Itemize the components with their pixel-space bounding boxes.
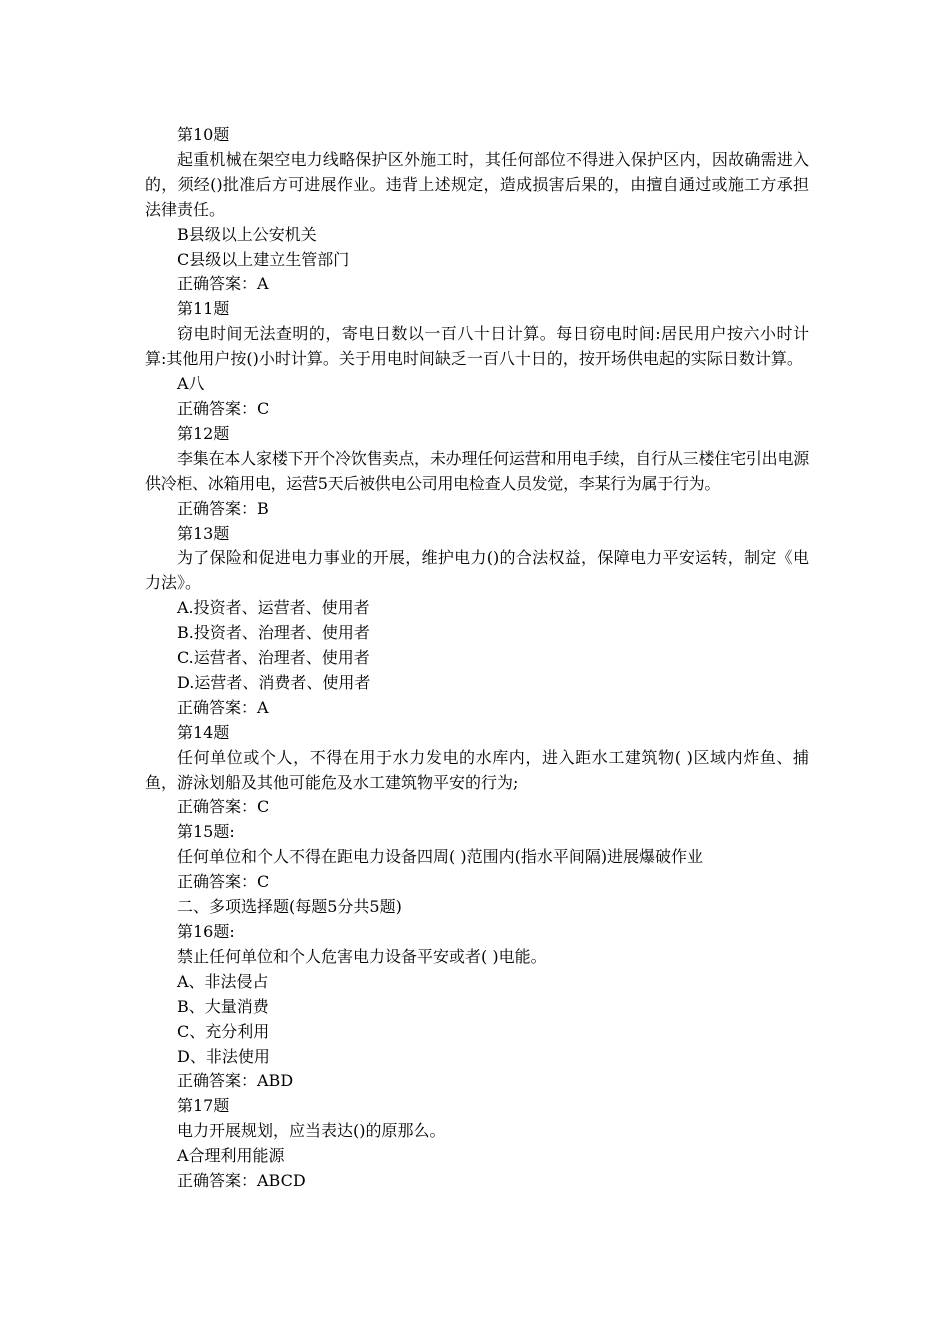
question-12-text: 李集在本人家楼下开个冷饮售卖点，未办理任何运营和用电手续，自行从三楼住宅引出电源供冷柜、冰箱用电，运营5天后被供电公司用电检查人员发觉，李某行为属于行为。 — [145, 448, 809, 493]
question-13-answer: 正确答案：A — [177, 697, 269, 717]
question-15-answer: 正确答案：C — [177, 872, 270, 892]
document-page — [145, 123, 809, 1194]
question-17-answer: 正确答案：ABCD — [177, 1171, 306, 1191]
question-17-option-a: A合理利用能源 — [177, 1146, 285, 1166]
question-11-title: 第11题 — [177, 299, 230, 319]
question-17-title: 第17题 — [177, 1096, 230, 1116]
question-16-option-b: B、大量消费 — [177, 996, 269, 1016]
question-11-answer: 正确答案：C — [177, 398, 270, 418]
question-13-text: 为了保险和促进电力事业的开展，维护电力()的合法权益，保障电力平安运转，制定《电力法》。 — [145, 548, 809, 593]
question-14-answer: 正确答案：C — [177, 797, 270, 817]
question-10-title: 第10题 — [177, 125, 230, 144]
question-13-option-d: D.运营者、消费者、使用者 — [177, 672, 371, 692]
question-10-option-b: B县级以上公安机关 — [177, 224, 317, 244]
question-17-text: 电力开展规划，应当表达()的原那么。 — [177, 1121, 446, 1141]
question-10-text: 起重机械在架空电力线略保护区外施工时，其任何部位不得进入保护区内，因故确需进入的，须经()批准后方可进展作业。违背上述规定，造成损害后果的，由擅自通过或施工方承担法律责任。 — [145, 149, 809, 219]
question-15-title: 第15题: — [177, 822, 235, 842]
question-13-option-b: B.投资者、治理者、使用者 — [177, 623, 370, 643]
question-13-option-c: C.运营者、治理者、使用者 — [177, 648, 370, 668]
question-16-option-d: D、非法使用 — [177, 1046, 270, 1066]
question-16-answer: 正确答案：ABD — [177, 1071, 294, 1091]
question-13-title: 第13题 — [177, 523, 230, 543]
question-14-text: 任何单位或个人，不得在用于水力发电的水库内，进入距水工建筑物( )区域内炸鱼、捕鱼，游泳划船及其他可能危及水工建筑物平安的行为; — [145, 747, 809, 792]
section-heading: 二、多项选择题(每题5分共5题) — [177, 897, 402, 917]
question-10-answer: 正确答案：A — [177, 274, 269, 294]
question-13-option-a: A.投资者、运营者、使用者 — [177, 598, 370, 618]
question-16-option-c: C、充分利用 — [177, 1021, 270, 1041]
question-11-text: 窃电时间无法查明的，寄电日数以一百八十日计算。每日窃电时间:居民用户按六小时计算:其他用户按()小时计算。关于用电时间缺乏一百八十日的，按开场供电起的实际日数计算。 — [145, 324, 809, 369]
question-11-option-a: A八 — [177, 374, 205, 394]
question-16-option-a: A、非法侵占 — [177, 971, 269, 991]
question-12-answer: 正确答案：B — [177, 498, 269, 518]
question-12-title: 第12题 — [177, 423, 230, 443]
question-14-title: 第14题 — [177, 722, 230, 742]
question-15-text: 任何单位和个人不得在距电力设备四周( )范围内(指水平间隔)进展爆破作业 — [177, 847, 704, 867]
question-10-option-c: C县级以上建立生管部门 — [177, 249, 350, 269]
question-16-text: 禁止任何单位和个人危害电力设备平安或者( )电能。 — [177, 946, 547, 966]
question-16-title: 第16题: — [177, 922, 235, 941]
